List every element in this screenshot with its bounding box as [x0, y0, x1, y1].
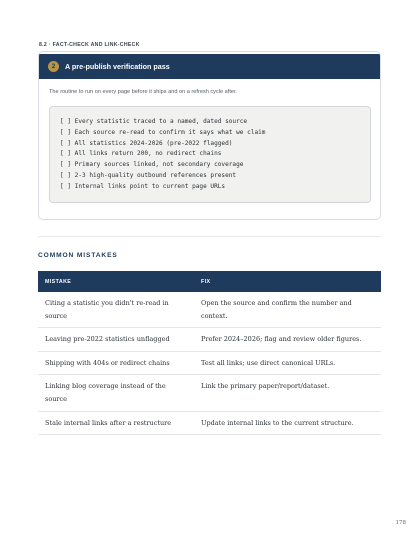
- section-tag: 8.2 · FACT-CHECK AND LINK-CHECK: [39, 42, 140, 48]
- section-divider: [38, 236, 381, 237]
- checklist-item: [ ] 2-3 high-quality outbound references present: [60, 171, 237, 179]
- mistake-cell: Leaving pre-2022 statistics unflagged: [38, 328, 194, 352]
- step-badge: 2: [48, 61, 59, 72]
- checklist-item: [ ] All statistics 2024-2026 (pre-2022 flagged): [60, 139, 233, 147]
- table-row: [38, 328, 381, 352]
- fix-cell: Prefer 2024–2026; flag and review older figures.: [194, 328, 381, 352]
- common-mistakes-heading: COMMON MISTAKES: [38, 252, 118, 259]
- mistakes-table: [38, 271, 381, 435]
- table-row: [38, 351, 381, 375]
- fix-cell: Open the source and confirm the number and context.: [194, 292, 381, 328]
- checklist-item: [ ] Internal links point to current page URLs: [60, 182, 226, 190]
- card-description: The routine to run on every page before it ships and on a refresh cycle after.: [49, 89, 238, 95]
- mistake-cell: Citing a statistic you didn't re-read in source: [38, 292, 194, 328]
- mistake-cell: Linking blog coverage instead of the source: [38, 375, 194, 411]
- card-header: [38, 54, 381, 79]
- mistake-cell: Stale internal links after a restructure: [38, 411, 194, 435]
- mistake-cell: Shipping with 404s or redirect chains: [38, 351, 194, 375]
- page-number: 178: [395, 520, 406, 526]
- checklist-code-block: [49, 106, 371, 203]
- fix-cell: Link the primary paper/report/dataset.: [194, 375, 381, 411]
- checklist-item: [ ] Each source re-read to confirm it says what we claim: [60, 128, 266, 136]
- column-header-mistake: MISTAKE: [38, 271, 194, 292]
- fix-cell: Test all links; use direct canonical URLs.: [194, 351, 381, 375]
- checklist-item: [ ] All links return 200, no redirect chains: [60, 150, 222, 158]
- checklist-item: [ ] Primary sources linked, not secondary coverage: [60, 161, 244, 169]
- fix-cell: Update internal links to the current structure.: [194, 411, 381, 435]
- checklist-item: [ ] Every statistic traced to a named, dated source: [60, 118, 248, 125]
- column-header-fix: FIX: [194, 271, 381, 292]
- table-row: [38, 292, 381, 328]
- table-row: [38, 375, 381, 411]
- card-title: A pre-publish verification pass: [65, 62, 170, 71]
- verification-card: [38, 51, 381, 220]
- table-row: [38, 411, 381, 435]
- table-header-row: [38, 271, 381, 292]
